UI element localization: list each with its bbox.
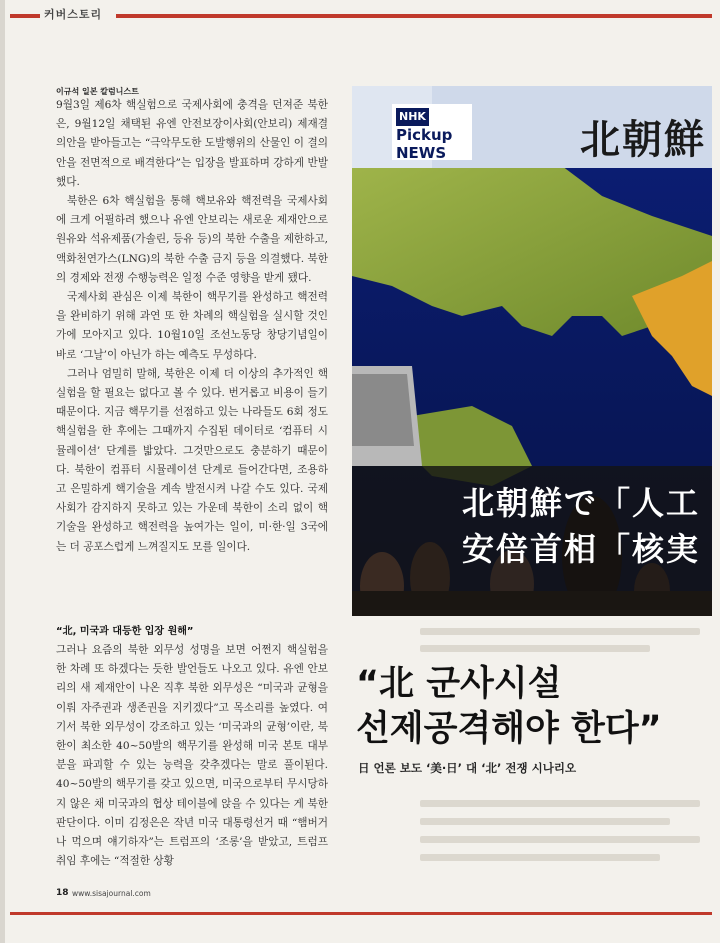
headline-line-1: “北 군사시설	[356, 664, 562, 704]
body-paragraph: 국제사회 관심은 이제 북한이 핵무기를 완성하고 핵전력을 완비하기 위해 과연 또 한 차례의 핵실험을 실시할 것인가에 모아지고 있다. 10월10일 조선노동당 창당기념일이 바로 ‘그날’이 아닌가 하는 예측도 무성하다.	[56, 291, 328, 361]
body-column-1	[56, 96, 328, 557]
section-label: 커버스토리	[44, 8, 103, 21]
header-rule	[116, 14, 712, 18]
article-headline	[356, 662, 712, 752]
body-paragraph: 그러나 엄밀히 말해, 북한은 이제 더 이상의 추가적인 핵실험을 할 필요는 없다고 볼 수 있다. 번거롭고 비용이 들기 때문이다. 지금 핵무기를 선점하고 있는 나라들도 6회 정도 핵실험을 한 후에는 그때까지 수집된 데이터로 ‘컴퓨터 시뮬레이션’ 단계를 밟았다. 그것만으로도 충분하기 때문이다. 북한이 컴퓨터 시뮬레이션 단계로 들어간다면, 조용하고 은밀하게 핵기술을 계속 발전시켜 나갈 수도 있다. 국제사회가 감지하지 못하고 있는 가운데 북한이 소리 없이 핵기술을 완성하고 핵전력을 높여가는 일이, 미·한·일 3국에는 더 공포스럽게 느껴질지도 모를 일이다.	[56, 367, 328, 553]
body-paragraph: 9월3일 제6차 핵실험으로 국제사회에 충격을 던져준 북한은, 9월12일 채택된 유엔 안전보장이사회(안보리) 제재결의안을 받아들고는 “극악무도한 도발행위의 산물인 이 결의안을 전면적으로 배격한다”는 입장을 발표하며 강하게 반발했다.	[56, 99, 328, 188]
header-rule-left	[10, 14, 40, 18]
page-number: 18	[56, 888, 69, 898]
show-through	[420, 836, 700, 843]
body-column-2	[56, 641, 328, 871]
nhk-pickup-logo: NHK Pickup NEWS	[392, 104, 472, 160]
show-through	[420, 800, 700, 807]
body-paragraph: 북한은 6차 핵실험을 통해 핵보유와 핵전력을 국제사회에 크게 어필하려 했으나 유엔 안보리는 새로운 제재안으로 원유와 석유제품(가솔린, 등유 등)의 북한 수출을 제한하고, 액화천연가스(LNG)의 북한 수출 금지 등을 의결했다. 북한의 경제와 전쟁 수행능력은 일정 수준 영향을 받게 됐다.	[56, 195, 328, 284]
news-photo	[352, 86, 712, 616]
author-byline: 이규석 일본 칼럼니스트	[56, 87, 139, 96]
section-subhead: “北, 미국과 대등한 입장 원해”	[56, 626, 194, 637]
headline-deck: 日 언론 보도 ‘美·日’ 대 ‘北’ 전쟁 시나리오	[358, 761, 577, 775]
footer-url: www.sisajournal.com	[72, 889, 151, 898]
show-through	[420, 645, 650, 652]
show-through	[420, 628, 700, 635]
headline-line-2: 선제공격해야 한다”	[356, 709, 662, 749]
tv-caption-line-2: 安倍首相「核実	[462, 530, 701, 568]
page-edge	[0, 0, 5, 943]
footer-rule	[10, 912, 712, 915]
tv-caption-line-1: 北朝鮮で「人工	[462, 484, 701, 522]
show-through	[420, 818, 670, 825]
body-paragraph: 그러나 요즘의 북한 외무성 성명을 보면 어쩐지 핵실험을 한 차례 또 하겠다는 듯한 발언들도 나오고 있다. 유엔 안보리의 새 제재안이 나온 직후 북한 외무성은 “미국과 균형을 이뤄 자주권과 생존권을 지키겠다”고 목소리를 높였다. 여기서 북한 외무성이 강조하고 있는 ‘미국과의 균형’이란, 북한이 최소한 40~50발의 핵무기를 완성해 미국 본토 대부분을 파괴할 수 있는 능력을 갖추겠다는 말로 풀이된다. 40~50발의 핵무기를 갖고 있으면, 미국으로부터 무시당하지 않은 채 미국과의 협상 테이블에 앉을 수 있다는 게 북한 판단이다. 이미 김정은은 작년 미국 대통령선거 때 “햄버거나 먹으며 얘기하자”는 트럼프의 ‘조롱’을 받았고, 트럼프 취임 후에는 “적절한 상황	[56, 644, 328, 868]
tv-banner-title: 北朝鮮	[580, 117, 706, 163]
show-through	[420, 854, 660, 861]
